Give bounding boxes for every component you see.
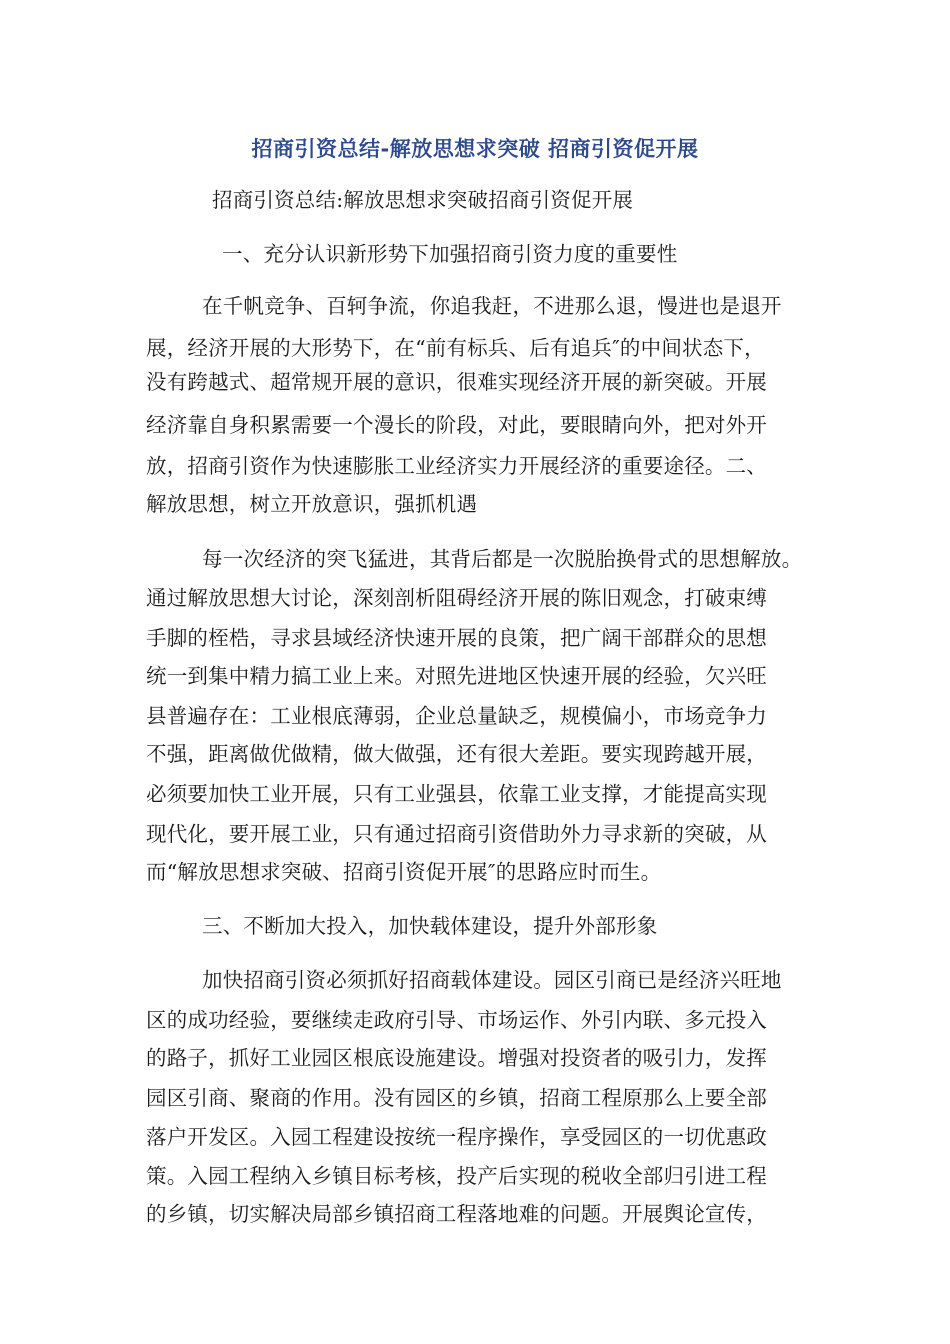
paragraph-line: 的乡镇，切实解决局部乡镇招商工程落地难的问题。开展舆论宣传， bbox=[146, 1202, 767, 1226]
paragraph-line: 在千帆竞争、百轲争流，你追我赶，不进那么退，慢进也是退开 bbox=[202, 294, 782, 318]
paragraph-line: 每一次经济的突飞猛进，其背后都是一次脱胎换骨式的思想解放。 bbox=[202, 547, 803, 571]
subtitle-line: 招商引资总结:解放思想求突破招商引资促开展 bbox=[212, 188, 634, 212]
section-heading-3: 三、不断加大投入，加快载体建设，提升外部形象 bbox=[202, 914, 658, 938]
paragraph-line: 手脚的桎梏，寻求县域经济快速开展的良策，把广阔干部群众的思想 bbox=[146, 626, 767, 650]
paragraph-line: 的路子，抓好工业园区根底设施建设。增强对投资者的吸引力，发挥 bbox=[146, 1046, 767, 1070]
paragraph-line: 县普遍存在：工业根底薄弱，企业总量缺乏，规模偏小，市场竞争力 bbox=[146, 704, 767, 728]
paragraph-line: 没有跨越式、超常规开展的意识，很难实现经济开展的新突破。开展 bbox=[146, 370, 767, 394]
paragraph-line: 策。入园工程纳入乡镇目标考核，投产后实现的税收全部归引进工程 bbox=[146, 1164, 767, 1188]
paragraph-line: 区的成功经验，要继续走政府引导、市场运作、外引内联、多元投入 bbox=[146, 1008, 767, 1032]
paragraph-line: 经济靠自身积累需要一个漫长的阶段，对此，要眼睛向外，把对外开 bbox=[146, 413, 767, 437]
section-heading-1: 一、充分认识新形势下加强招商引资力度的重要性 bbox=[222, 242, 678, 266]
paragraph-line: 不强，距离做优做精，做大做强，还有很大差距。要实现跨越开展， bbox=[146, 742, 767, 766]
document-title: 招商引资总结-解放思想求突破 招商引资促开展 bbox=[251, 137, 699, 161]
paragraph-line: 落户开发区。入园工程建设按统一程序操作，享受园区的一切优惠政 bbox=[146, 1125, 767, 1149]
paragraph-line: 现代化，要开展工业，只有通过招商引资借助外力寻求新的突破，从 bbox=[146, 822, 767, 846]
paragraph-line: 放，招商引资作为快速膨胀工业经济实力开展经济的重要途径。二、 bbox=[146, 454, 767, 478]
paragraph-line: 园区引商、聚商的作用。没有园区的乡镇，招商工程原那么上要全部 bbox=[146, 1086, 767, 1110]
paragraph-line: 解放思想，树立开放意识，强抓机遇 bbox=[146, 492, 478, 516]
paragraph-line: 通过解放思想大讨论，深刻剖析阻碍经济开展的陈旧观念，打破束缚 bbox=[146, 586, 767, 610]
paragraph-line: 而“解放思想求突破、招商引资促开展″的思路应时而生。 bbox=[146, 860, 662, 884]
paragraph-line: 加快招商引资必须抓好招商载体建设。园区引商已是经济兴旺地 bbox=[202, 968, 782, 992]
paragraph-line: 统一到集中精力搞工业上来。对照先进地区快速开展的经验，欠兴旺 bbox=[146, 664, 767, 688]
paragraph-line: 必须要加快工业开展，只有工业强县，依靠工业支撑，才能提高实现 bbox=[146, 782, 767, 806]
paragraph-line: 展，经济开展的大形势下，在“前有标兵、后有追兵″的中间状态下， bbox=[146, 336, 765, 360]
